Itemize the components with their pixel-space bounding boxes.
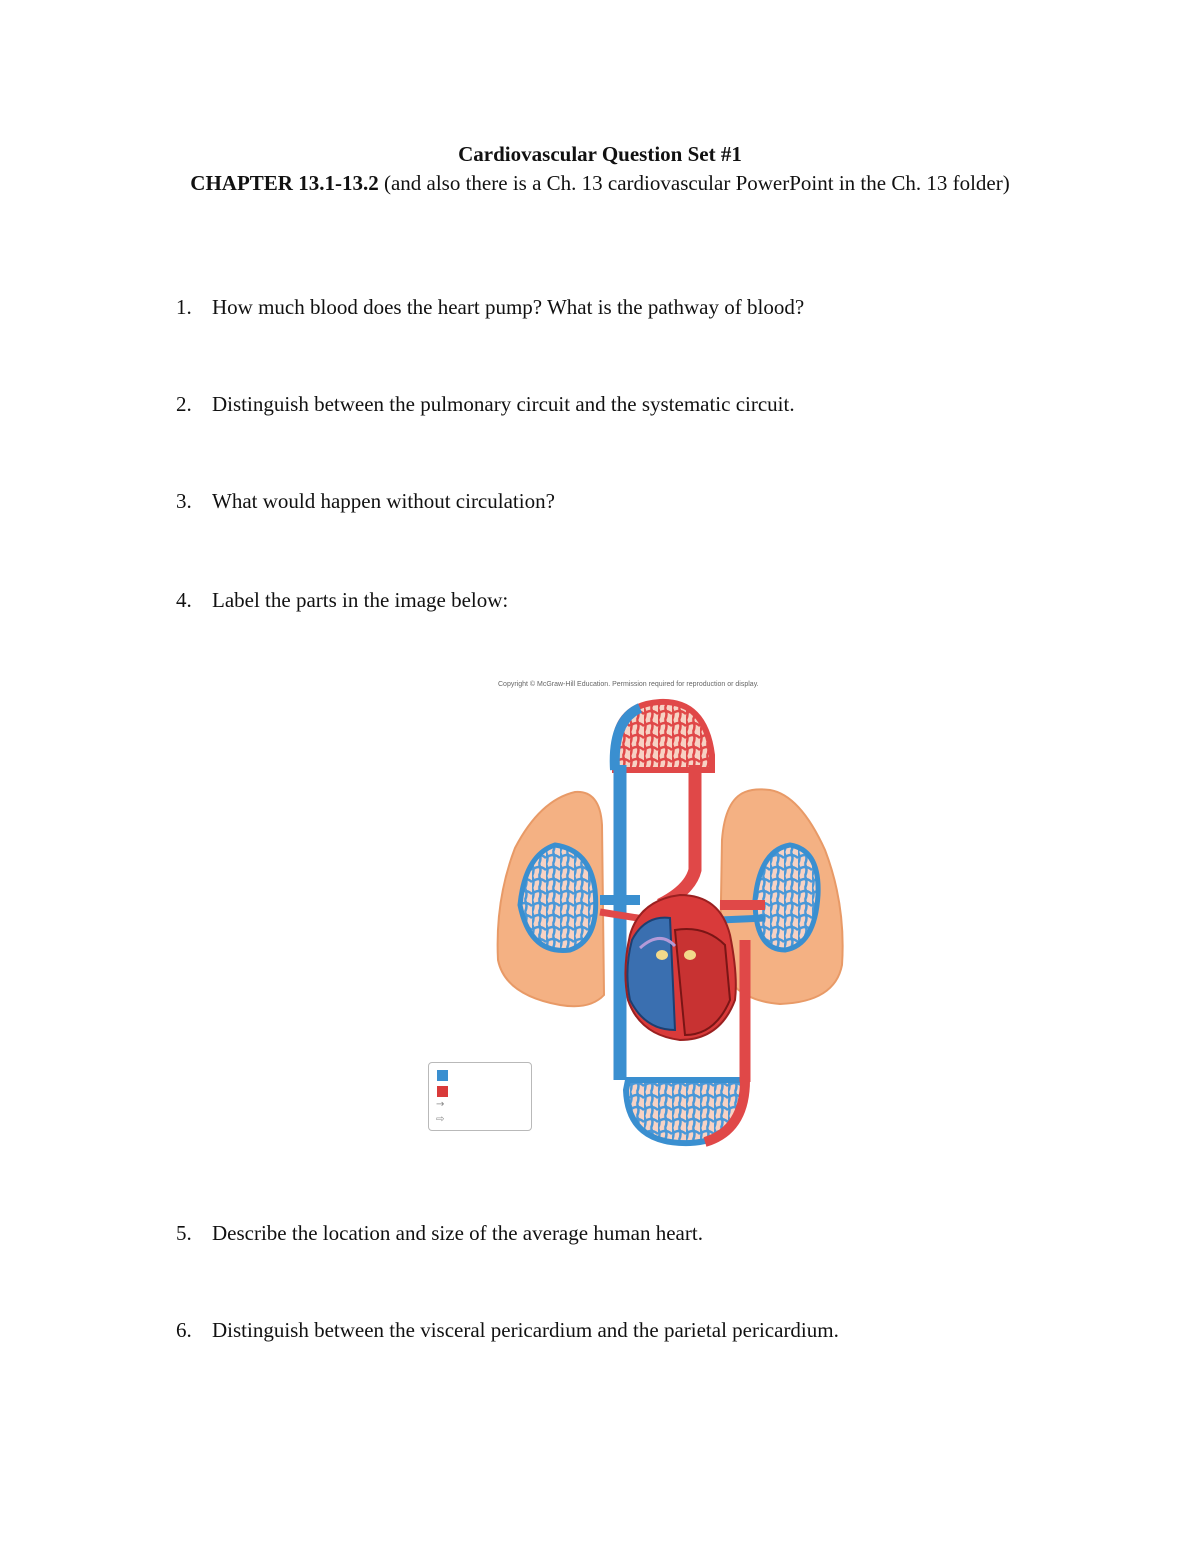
figure-copyright: Copyright © McGraw-Hill Education. Permission required for reproduction or display. [498,681,759,688]
question-text: How much blood does the heart pump? What is the pathway of blood? [212,295,805,319]
question-number: 1. [176,295,192,319]
question-number: 6. [176,1318,192,1342]
question-5 [176,1221,703,1246]
question-number: 4. [176,588,192,612]
question-1 [176,295,804,320]
lower-capillary-bed [626,1080,745,1143]
question-6 [176,1318,839,1343]
chapter-range: CHAPTER 13.1-13.2 [190,171,379,195]
question-3 [176,489,555,514]
right-lung [720,789,843,1004]
upper-capillary-bed [615,702,712,770]
question-4 [176,588,508,613]
heart [625,895,735,1040]
question-2 [176,392,795,417]
diagram-legend [428,1062,532,1131]
oxygenated-swatch [437,1086,448,1097]
question-number: 2. [176,392,192,416]
chapter-note: (and also there is a Ch. 13 cardiovascular PowerPoint in the Ch. 13 folder) [378,171,1010,195]
chapter-subtitle [160,170,1040,197]
left-lung [498,792,604,1006]
arrow-icon: → [436,1099,445,1110]
question-text: Distinguish between the pulmonary circuit and the systematic circuit. [212,392,795,416]
question-number: 5. [176,1221,192,1245]
question-text: Describe the location and size of the average human heart. [212,1221,703,1245]
question-number: 3. [176,489,192,513]
deoxygenated-swatch [437,1070,448,1081]
question-text: Distinguish between the visceral pericardium and the parietal pericardium. [212,1318,839,1342]
document-title: Cardiovascular Question Set #1 [458,142,742,166]
question-text: What would happen without circulation? [212,489,555,513]
question-text: Label the parts in the image below: [212,588,509,612]
double-arrow-icon: ⇨ [436,1114,445,1125]
